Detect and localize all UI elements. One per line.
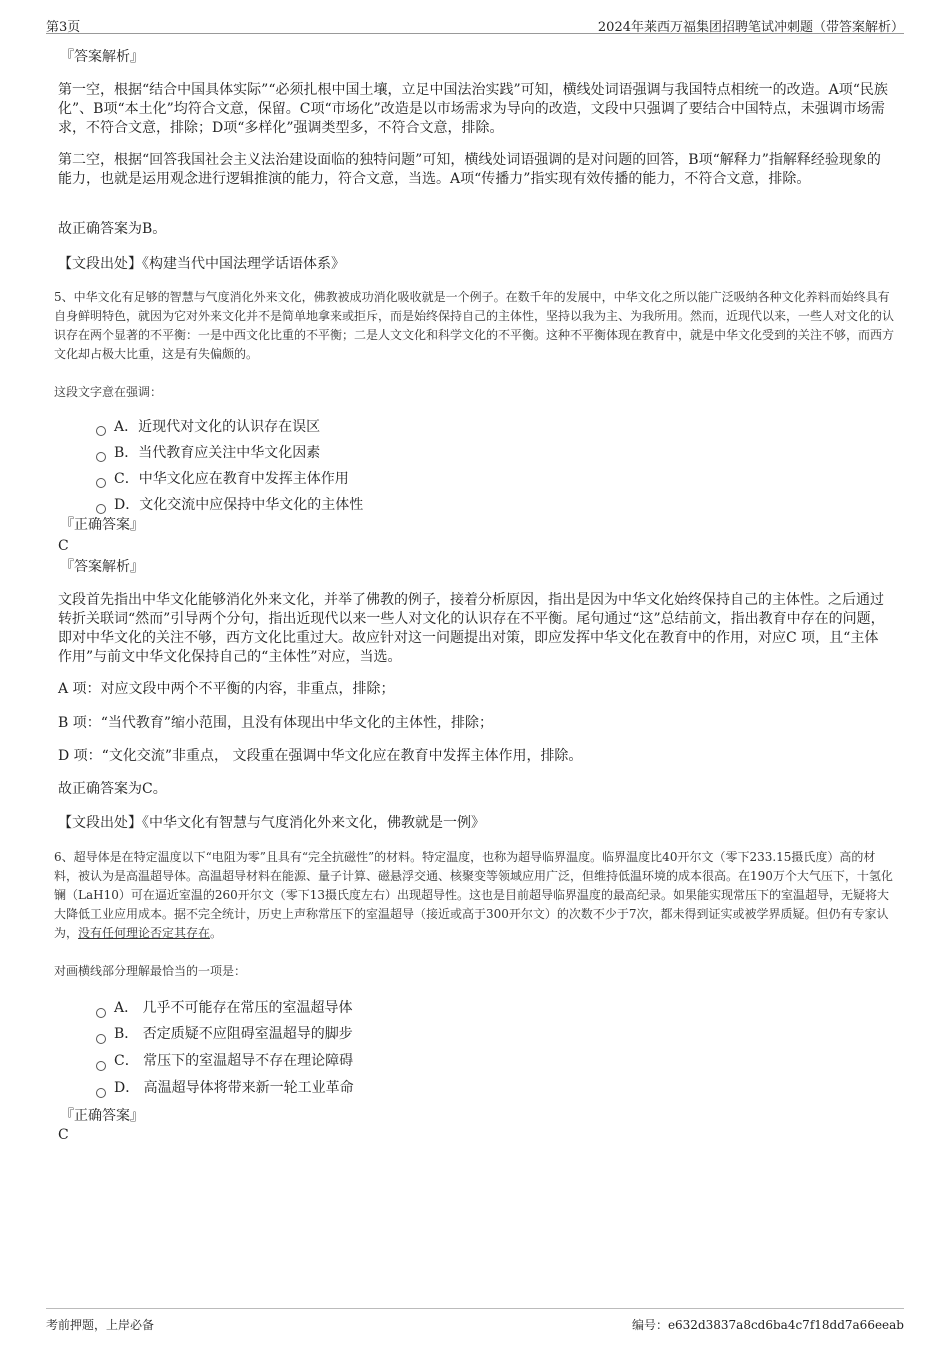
page-header [46, 14, 904, 34]
q5-prompt: 这段文字意在强调： [54, 385, 163, 399]
q6-stem-text: 6、超导体是在特定温度以下“电阻为零”且具有“完全抗磁性”的材料。特定温度，也称为超导临界温度。临界温度比40开尔文（零下233.15摄氏度）高的材料，被认为是高温超导体。高温超导材料在能源、量子计算、磁悬浮交通、核聚变等领域应用广泛，但维持低温环境的成本很高。在190万个大气压下，十氢化镧（LaH10）可在逼近室温的260开尔文（零下13摄氏度左右）出现超导性。这也是目前超导临界温度的最高纪录。如果能实现常压下的室温超导，无疑将大大降低工业应用成本。据不完全统计，历史上声称常压下的室温超导（接近或高于300开尔文）的次数不少于7次，都未得到证实或被学界质疑。但仍有专家认为， [54, 850, 893, 940]
document-title: 2024年莱西万福集团招聘笔试冲刺题（带答案解析） [597, 20, 904, 35]
q6-option-c-radio[interactable] [96, 1061, 106, 1071]
q6-answer: C [58, 1127, 69, 1143]
q6-option-d[interactable]: D． 高温超导体将带来新一轮工业革命 [114, 1080, 354, 1096]
q6-prompt: 对画横线部分理解最恰当的一项是： [54, 964, 247, 978]
q5-answer-label: 『正确答案』 [60, 517, 144, 533]
q6-stem-end: 。 [210, 926, 223, 940]
q6-option-a-radio[interactable] [96, 1008, 106, 1018]
footer-code: 编号：e632d3837a8cd6ba4c7f18dd7a66eeab [631, 1318, 904, 1332]
q5-stem: 5、中华文化有足够的智慧与气度消化外来文化，佛教被成功消化吸收就是一个例子。在数千年的发展中，中华文化之所以能广泛吸纳各种文化养料而始终具有自身鲜明特色，就因为它对外来文化并不是简单地拿来或拒斥，而是始终保持自己的主体性，坚持以我为主、为我所用。然而，近现代以来，一些人对文化的认识存在两个显著的不平衡：一是中西文化比重的不平衡；二是人文文化和科学文化的不平衡。这种不平衡体现在教育中，就是中华文化受到的关注不够，而西方文化却占极大比重，这是有失偏颇的。 [54, 290, 895, 361]
q5-note-a: A 项：对应文段中两个不平衡的内容，非重点，排除； [58, 681, 395, 697]
q5-option-c-radio[interactable] [96, 478, 106, 488]
q6-option-d-radio[interactable] [96, 1088, 106, 1098]
page-footer [46, 1308, 904, 1332]
q5-option-d[interactable]: D．文化交流中应保持中华文化的主体性 [114, 497, 364, 513]
q6-option-a[interactable]: A． 几乎不可能存在常压的室温超导体 [114, 1000, 353, 1016]
q5-note-d: D 项：“文化交流”非重点， 文段重在强调中华文化应在教育中发挥主体作用，排除。 [58, 748, 583, 764]
analysis-paragraph-1: 第一空，根据“结合中国具体实际”“必须扎根中国土壤，立足中国法治实践”可知，横线处词语强调与我国特点相统一的改造。A项“民族化”、B项“本土化”均符合文意，保留。C项“市场化”改造是以市场需求为导向的改造，文段中只强调了要结合中国特点，未强调市场需求，不符合文意，排除；D项“多样化”强调类型多，不符合文意，排除。 [58, 82, 888, 136]
q5-option-b-radio[interactable] [96, 452, 106, 462]
q5-note-b: B 项：“当代教育”缩小范围，且没有体现出中华文化的主体性，排除； [58, 715, 494, 731]
q5-source: 【文段出处】《中华文化有智慧与气度消化外来文化，佛教就是一例》 [58, 815, 485, 831]
q5-analysis-label: 『答案解析』 [60, 559, 144, 575]
conclusion: 故正确答案为B。 [58, 221, 167, 237]
page-number: 第3页 [46, 20, 81, 35]
analysis-paragraph-2: 第二空，根据“回答我国社会主义法治建设面临的独特问题”可知，横线处词语强调的是对问题的回答，B项“解释力”指解释经验现象的能力，也就是运用观念进行逻辑推演的能力，符合文意，当选。A项“传播力”指实现有效传播的能力，不符合文意，排除。 [58, 152, 881, 187]
analysis-label: 『答案解析』 [60, 49, 144, 65]
q6-option-c[interactable]: C． 常压下的室温超导不存在理论障碍 [114, 1053, 354, 1069]
q6-stem [54, 848, 896, 943]
q5-option-a[interactable]: A．近现代对文化的认识存在误区 [114, 419, 321, 435]
q5-option-c[interactable]: C．中华文化应在教育中发挥主体作用 [114, 471, 349, 487]
q5-conclusion: 故正确答案为C。 [58, 781, 167, 797]
q5-option-a-radio[interactable] [96, 426, 106, 436]
q6-answer-label: 『正确答案』 [60, 1108, 144, 1124]
q5-analysis: 文段首先指出中华文化能够消化外来文化，并举了佛教的例子，接着分析原因，指出是因为中华文化始终保持自己的主体性。之后通过转折关联词“然而”引导两个分句，指出近现代以来一些人对文化的认识存在不平衡。尾句通过“这”总结前文，指出教育中存在的问题，即对中华文化的关注不够，西方文化比重过大。故应针对这一问题提出对策，即应发挥中华文化在教育中的作用，对应C 项，且“主体作用”与前文中华文化保持自己的“主体性”对应，当选。 [58, 592, 885, 665]
q6-option-b-radio[interactable] [96, 1034, 106, 1044]
q5-answer: C [58, 538, 69, 554]
q5-option-b[interactable]: B．当代教育应关注中华文化因素 [114, 445, 321, 461]
q5-option-d-radio[interactable] [96, 504, 106, 514]
q6-underlined-phrase: 没有任何理论否定其存在 [78, 926, 211, 940]
source: 【文段出处】《构建当代中国法理学话语体系》 [58, 256, 345, 272]
footer-slogan: 考前押题，上岸必备 [46, 1318, 155, 1332]
q6-option-b[interactable]: B． 否定质疑不应阻碍室温超导的脚步 [114, 1026, 353, 1042]
